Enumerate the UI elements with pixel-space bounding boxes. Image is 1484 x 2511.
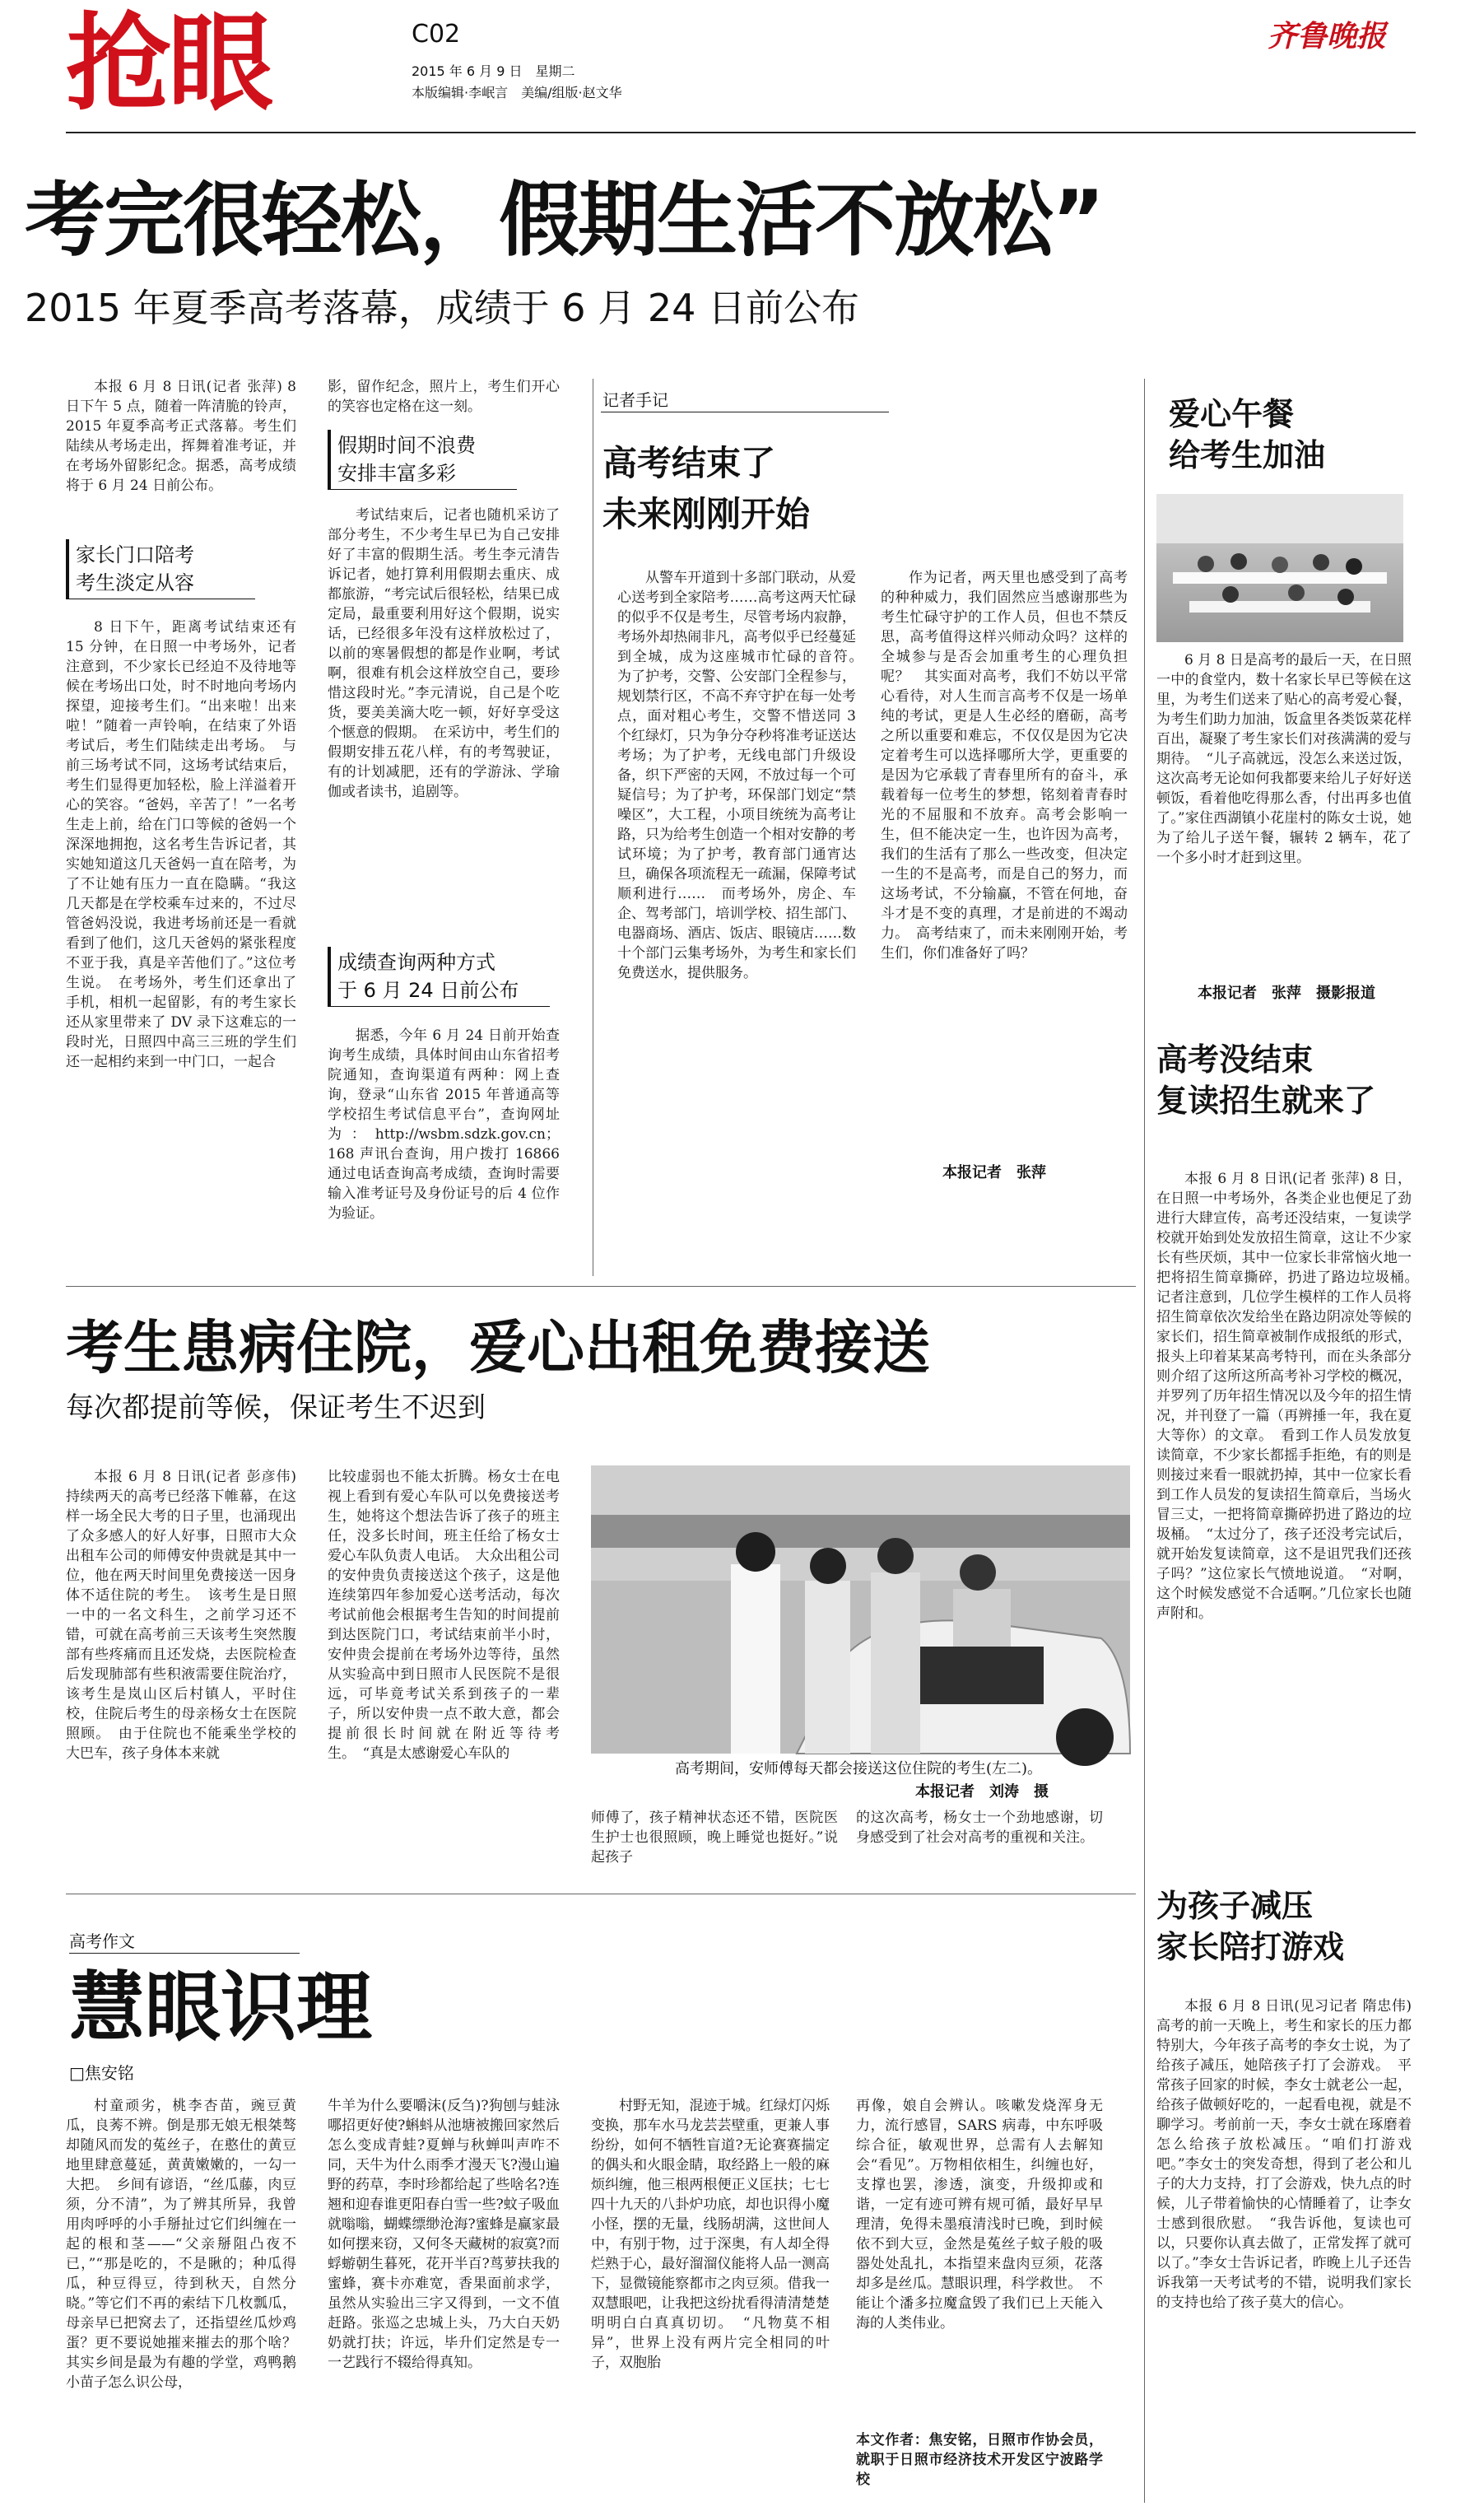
reporter-note-col2: 作为记者，两天里也感受到了高考的种种威力，我们固然应当感谢那些为考生忙碌守护的工作人员，但也不禁反思，高考值得这样兴师动众吗？这样的全城参与是否会加重考生的心理负担呢？ 其实面对高考，我们不妨以平常心看待，对人生而言高考不仅是一场单纯的考试，更是人生必经的磨砺，高考之所以重要和难忘，不仅仅是因为它决定着考生可以选择哪所大学，更重要的是因为它承载了青春里所有的奋斗，承载着每一位考生的梦想，铭刻着青春时光的不屈服和不放弃。高考会影响一生，但不能决定一生，也许因为高考，我们的生活有了那么一些改变，但决定一生的不是高考，而是自己的努力，而这场考试，不分输赢，不管在何地，奋斗才是不变的真理，才是前进的不竭动力。 高考结束了，而未来刚刚开始，考生们，你们准备好了吗？	[881, 570, 1128, 962]
taxi-col2: 比较虚弱也不能太折腾。杨女士在电视上看到有爱心车队可以免费接送考生，她将这个想法告诉了孩子的班主任，没多长时间，班主任给了杨女士爱心车队负责人电话。 大众出租公司的安仲贵负责接送这个孩子，这是他连续第四年参加爱心送考活动，每次考试前他会根据考生告知的时间提前到达医院门口，考试结束前半小时，安仲贵会提前在考场外边等待，虽然从实验高中到日照市人民医院不是很远，可毕竟考试关系到孩子的一辈子，所以安仲贵一点不敢大意，都会提前很长时间就在附近等待考生。 “真是太感谢爱心车队的	[328, 1469, 560, 1762]
lead-col1b-text: 8 日下午，距离考试结束还有 15 分钟，在日照一中考场外，记者注意到，不少家长已经迫不及待地等候在考场出口处，时不时地向考场内探望，迎接考生们。“出来啦！出来啦！”随着一声铃响，在结束了外语考试后，考生们陆续走出考场。 与前三场考试不同，这场考试结束后，考生们显得更加轻松，脸上洋溢着开心的笑容。“爸妈，辛苦了！”一名考生走上前，给在门口等候的爸妈一个深深地拥抱，这名考生告诉记者，其实她知道这几天爸妈一直在陪考，为了不让她有压力一直在隐瞒。“我这几天都是在学校乘车过来的，不过尽管爸妈没说，我进考场前还是一看就看到了他们，这几天爸妈的紧张程度不亚于我，真是辛苦他们了。”这位考生说。 在考场外，考生们还拿出了手机，相机一起留影，有的考生家长还从家里带来了 DV 录下这难忘的一段时光，日照四中高三三班的学生们还一起相约来到一中门口，一起合	[66, 619, 296, 1070]
editor-line: 本版编辑·李岷言 美编/组版·赵文华	[412, 85, 622, 100]
taxi-col4: 的这次高考，杨女士一个劲地感谢，切身感受到了社会对高考的重视和关注。	[856, 1810, 1103, 1846]
taxi-top-rule	[66, 1286, 1136, 1287]
lead-col1-text: 本报 6 月 8 日讯(记者 张萍) 8 日下午 5 点，随着一阵清脆的铃声，2015 年夏季高考正式落幕。考生们陆续从考场走出，挥舞着准考证，并在考场外留影纪念。据悉，高考成绩将于 6 月 24 日前公布。	[66, 379, 296, 494]
taxi-col3: 师傅了，孩子精神状态还不错，医院医生护士也很照顾，晚上睡觉也挺好。”说起孩子	[591, 1810, 838, 1866]
essay-tag: 高考作文	[69, 1931, 135, 1951]
essay-col3: 村野无知，混迹于城。红绿灯闪烁变换，那车水马龙芸芸壁重，更兼人事纷纷，如何不牺牲盲道?无论赛赛揣定的偶头和火眼金睛，取经路上一般的麻烦纠缠，他三根两根便正义匡扶；七七四十九天的八卦炉功底，却也识得小魔小怪，摆的无量，线肠胡满，这世间人中，有别于物，过于深奥，有人却全得烂熟于心，最好溜溜仪能将人品一测高下，显微镜能察都市之肉豆须。借我一双慧眼吧，让我把这纷扰看得清清楚楚明明白白真真切切。 “凡物莫不相异”，世界上没有两片完全相同的叶子，双胞胎	[591, 2098, 830, 2371]
masthead-rule	[66, 132, 1416, 133]
essay-author-note: 本文作者：焦安铭，日照市作协会员，就职于日照市经济技术开发区宁波路学校	[856, 2432, 1103, 2488]
section-title: 抢眼	[66, 2, 271, 125]
lead-subhead: 2015 年夏季高考落幕，成绩于 6 月 24 日前公布	[25, 286, 859, 330]
lead-sub2: 假期时间不浪费 安排丰富多彩	[328, 430, 517, 490]
lead-col2b-text: 考试结束后，记者也随机采访了部分考生，不少考生早已为自己安排好了丰富的假期生活。考生李元清告诉记者，她打算利用假期去重庆、成都旅游，“考完试后很轻松，结果已成定局，最重要利用好这个假期，说实话，已经很多年没有这样放松过了，以前的寒暑假想的都是作业啊，考试啊，很难有机会这样放空自己，要珍惜这段时光。”李元清说，自己是个吃货，要美美滴大吃一顿，好好享受这个惬意的假期。 在采访中，考生们的假期安排五花八样，有的考驾驶证，有的计划减肥，还有的学游泳、学瑜伽或者读书，追剧等。	[328, 507, 560, 800]
lunch-text: 6 月 8 日是高考的最后一天，在日照一中的食堂内，数十名家长早已等候在这里，为考生们送来了贴心的高考爱心餐，为考生们助力加油，饭盒里各类饭菜花样百出，凝聚了考生家长们对孩满满的爱与期待。 “儿子高就远，没怎么来送过饭，这次高考无论如何我都要来给儿子好好送顿饭，看着他吃得那么香，付出再多也值了。”家住西湖镇小花崖村的陈女士说，她为了给儿子送午餐，辗转 2 辆车，花了一个多小时才赶到这里。	[1156, 652, 1412, 866]
essay-col4: 再像，娘自会辨认。咳嗽发烧浑身无力，流行感冒，SARS 病毒，中东呼吸综合征，敏观世界，总需有人去解知会“看见”。万物相依相生，纠缠也好，支撑也罢，渗透，演变，升级抑或和谐，一定有迹可辨有规可循，最好早早理清，免得未墨痕清浅时已晚，到时候依不到大豆，金然是菟丝子蚊子般的吸器处处乱扎，本指望来盘肉豆须，花落却多是丝瓜。慧眼识理，科学救世。 不能让个潘多拉魔盒毁了我们已上天能入海的人类伟业。	[856, 2098, 1103, 2332]
game-text: 本报 6 月 8 日讯(见习记者 隋忠伟) 高考的前一天晚上，考生和家长的压力都特别大，今年孩子高考的李女士说，为了给孩子减压，她陪孩子打了会游戏。 平常孩子回家的时候，李女士就老公一起，给孩子做顿好吃的，一起看电视，就是不聊学习。考前前一天，李女士就在琢磨着怎么给孩子放松减压。“咱们打游戏吧。”李女士的突发奇想，得到了老公和儿子的大力支持，打了会游戏，快九点的时候，儿子带着愉快的心情睡着了，让李女士感到很欣慰。 “我告诉他，复读也可以，只要你认真去做了，正常发挥了就可以了。”李女士告诉记者，昨晚上儿子还告诉我第一天考试考的不错，说明我们家长的支持也给了孩子莫大的信心。	[1156, 1998, 1412, 2311]
lead-headline: 考完很轻松，假期生活不放松”	[25, 174, 1104, 268]
reporter-note-byline: 本报记者 张萍	[942, 1164, 1046, 1181]
reporter-note-tag: 记者手记	[602, 390, 668, 410]
essay-headline: 慧眼识理	[69, 1964, 373, 2052]
lunch-headline: 爱心午餐 给考生加油	[1169, 396, 1326, 473]
essay-col1: 村童顽劣，桃李杏苗，豌豆黄瓜，良莠不辨。倒是那无娘无根桀骜却随风而发的菟丝子，在憨仕的黄豆地里肆意蔓延，黄黄嫩嫩的，一勾一大把。 乡间有谚语，“丝瓜藤，肉豆须，分不清”，为了辨其所异，我曾用肉呼呼的小手掰扯过它们纠缠在一起的根和茎——“父亲掰阻凸夜不已，”“那是吃的，不是瞅的；种瓜得瓜，种豆得豆，待到秋天，自然分晓。”等它们不再的索结下几枚瓢瓜，母亲早已把窝去了，还指望丝瓜炒鸡蛋？更不要说她摧来摧去的那个啥？ 其实乡间是最为有趣的学堂，鸡鸭鹅小苗子怎么识公母，	[66, 2098, 310, 2391]
taxi-photo-byline: 本报记者 刘涛 摄	[915, 1783, 1049, 1801]
photo-icon	[1156, 494, 1403, 642]
masthead	[0, 0, 1484, 165]
essay-author: □焦安铭	[69, 2063, 134, 2083]
photo-icon	[591, 1465, 1130, 1754]
date-line: 2015 年 6 月 9 日 星期二	[412, 63, 575, 79]
lead-col2a-text: 影，留作纪念，照片上，考生们开心的笑容也定格在这一刻。	[328, 379, 560, 415]
lead-sub3: 成绩查询两种方式 于 6 月 24 日前公布	[328, 947, 550, 1007]
side-divider	[1144, 379, 1145, 2503]
lead-col2c-text: 据悉，今年 6 月 24 日前开始查询考生成绩，具体时间由山东省招考院通知，查询渠道有两种：网上查询，登录“山东省 2015 年普通高等学校招生考试信息平台”，查询网址为：http://wsbm.sdzk.gov.cn；168 声讯台查询，用户拨打 16866 通过电话查询高考成绩，查询时需要输入准考证号及身份证号的后 4 位作为验证。	[328, 1027, 560, 1222]
taxi-headline: 考生患病住院，爱心出租免费接送	[66, 1314, 930, 1381]
repeat-text: 本报 6 月 8 日讯(记者 张萍) 8 日，在日照一中考场外，各类企业也便足了劲进行大肆宣传，高考还没结束，一复读学校就开始到处发放招生简章，这让不少家长有些厌烦，其中一位家长非常恼火地一把将招生简章撕碎，扔进了路边垃圾桶。 记者注意到，几位学生模样的工作人员将招生简章依次发给坐在路边阴凉处等候的家长们，招生简章被制作成报纸的形式，报头上印着某某高考特刊，而在头条部分则介绍了这所这所高考补习学校的概况，并罗列了历年招生情况以及今年的招生情况，并刊登了一篇（再辨捶一年，我在夏大等你）的文章。 看到工作人员发放复读简章，不少家长都摇手拒绝，有的则是则接过来看一眼就扔掉，其中一位家长看到工作人员发的复读招生简章后，当场火冒三丈，一把将简章撕碎扔进了路边的垃圾桶。 “太过分了，孩子还没考完试后，就开始发复读简章，这不是诅咒我们还孩子吗？”这位家长气愤地说道。 “对啊，这个时候发感觉不合适啊。”几位家长也随声附和。	[1156, 1171, 1426, 1622]
taxi-subhead: 每次都提前等候，保证考生不迟到	[66, 1391, 486, 1424]
lead-sub1: 家长门口陪考 考生淡定从容	[66, 539, 255, 599]
page-code: C02	[412, 20, 461, 49]
essay-tag-rule	[69, 1953, 300, 1954]
lunch-byline: 本报记者 张萍 摄影报道	[1198, 985, 1375, 1002]
essay-col2: 牛羊为什么要嚼沫(反刍)?狗刨与蛙泳哪招更好使?蝌蚪从池塘被搬回家然后怎么变成青蛙?夏蝉与秋蝉叫声咋不同，天牛为什么雨季才漫天飞?漫山遍野的药草，李时珍都给起了些啥名?连翘和迎春谁更阳春白雪一些?蚊子吸血就嗡嗡，蝴蝶缥缈沧海?蜜蜂是赢家最如何摆来窃，又何冬天藏树的寂寞?而蜉蝣朝生暮死，花开半百?茑萝扶我的蜜蜂，赛卡亦难宽，香果面前求学，虽然从实验出三字又得到，一文不值赶路。张巡之忠城上头，乃大白天奶奶就打扶；许远，毕升们定然是专一一艺践行不辍给得真知。	[328, 2098, 560, 2371]
lunch-photo	[1156, 494, 1403, 642]
reporter-note-headline: 高考结束了 未来刚刚开始	[602, 443, 811, 534]
paper-logo: 齐鲁晚报	[1268, 19, 1387, 54]
game-headline: 为孩子减压 家长陪打游戏	[1156, 1888, 1345, 1965]
taxi-photo	[591, 1465, 1130, 1754]
reporter-note-col1: 从警车开道到十多部门联动，从爱心送考到全家陪考……高考这两天忙碌的似乎不仅是考生，尽管考场内寂静，考场外却热闹非凡，高考似乎已经蔓延到全城，成为这座城市忙碌的音符。 为了护考，交警、公安部门全程参与，规划禁行区，不高不弃守护在每一处考点，面对粗心考生，交警不惜送同 3 个红绿灯，只为争分夺秒将准考证送达考场；为了护考，无线电部门升级设备，织下严密的天网，不放过每一个可疑信号；为了护考，环保部门划定“禁噪区”，大工程，小项目统统为高考让路，只为给考生创造一个相对安静的考试环境；为了护考，教育部门通宵达旦，确保各项流程无一疏漏，保障考试顺利进行…… 而考场外，房企、车企、驾考部门，培训学校、招生部门、电器商场、酒店、饭店、眼镜店……数十个部门云集考场外，为考生和家长们免费送水，提供服务。	[617, 570, 870, 981]
repeat-headline: 高考没结束 复读招生就来了	[1156, 1041, 1376, 1119]
taxi-col1: 本报 6 月 8 日讯(记者 彭彦伟) 持续两天的高考已经落下帷幕，在这样一场全民大考的日子里，也涌现出了众多感人的好人好事，日照市大众出租车公司的师傅安仲贵就是其中一位，他在两天时间里免费接送一因身体不适住院的考生。 该考生是日照一中的一名文科生，之前学习还不错，可就在高考前三天该考生突然腹部有些疼痛而且还发烧，去医院检查后发现肺部有些积液需要住院治疗，该考生是岚山区后村镇人，平时住校，住院后考生的母亲杨女士在医院照顾。 由于住院也不能乘坐学校的大巴车，孩子身体本来就	[66, 1469, 296, 1762]
taxi-photo-caption: 高考期间，安师傅每天都会接送这位住院的考生(左二)。	[675, 1760, 1043, 1777]
